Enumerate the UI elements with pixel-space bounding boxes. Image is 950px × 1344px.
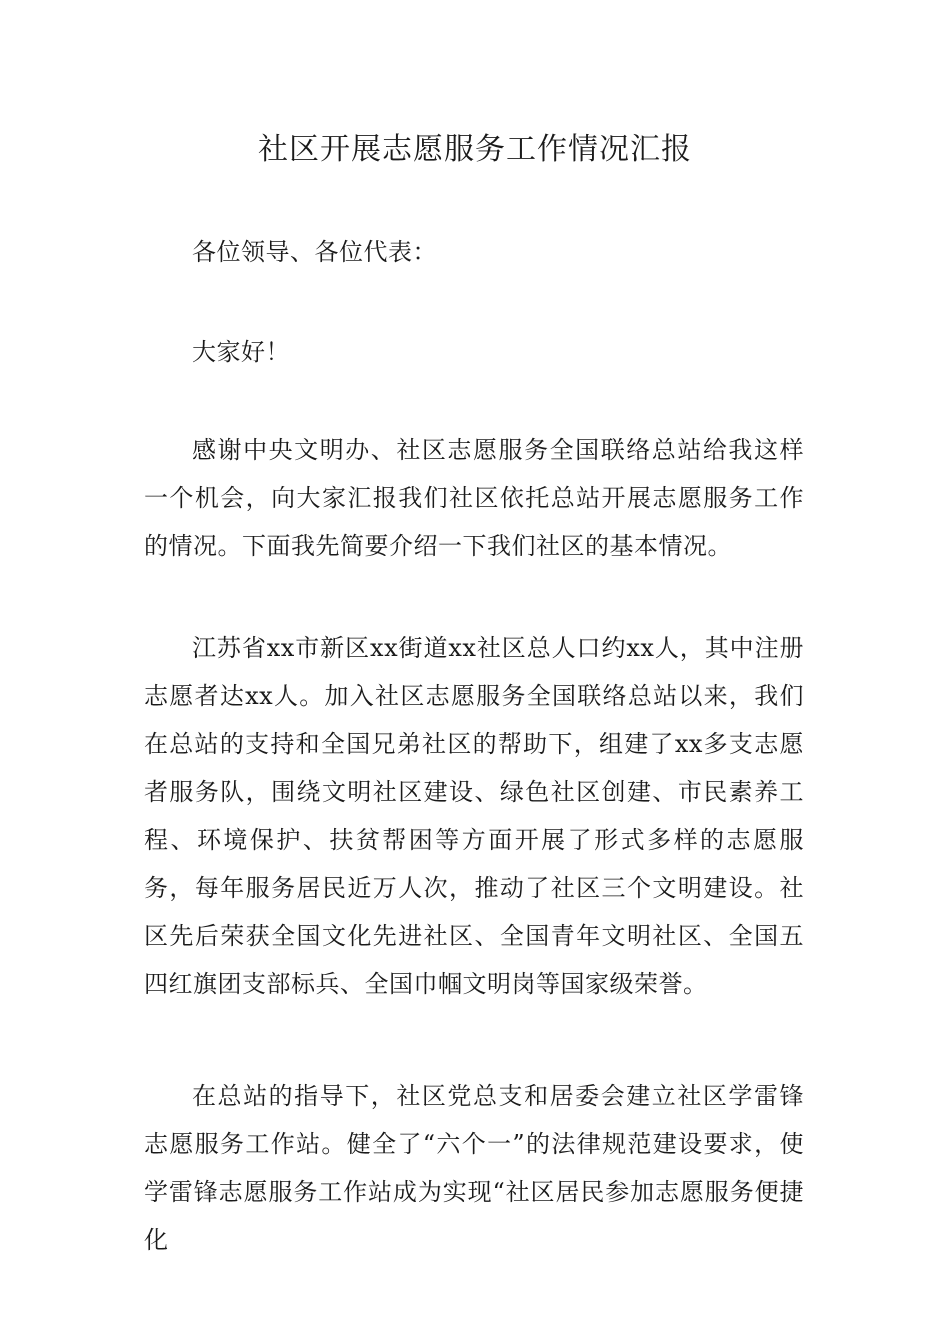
hello-paragraph: 大家好！: [192, 338, 290, 366]
document-title: 社区开展志愿服务工作情况汇报: [258, 132, 692, 167]
greeting-paragraph: 各位领导、各位代表：: [192, 238, 437, 266]
community-overview-paragraph: 江苏省xx市新区xx街道xx社区总人口约xx人，其中注册志愿者达xx人。加入社区志愿服务全国联络总站以来，我们在总站的支持和全国兄弟社区的帮助下，组建了xx多支志愿者服务队，围绕文明社区建设、绿色社区创建、市民素养工程、环境保护、扶贫帮困等方面开展了形式多样的志愿服务，每年服务居民近万人次，推动了社区三个文明建设。社区先后荣获全国文化先进社区、全国青年文明社区、全国五四红旗团支部标兵、全国巾帼文明岗等国家级荣誉。: [144, 634, 804, 998]
thanks-paragraph: 感谢中央文明办、社区志愿服务全国联络总站给我这样一个机会，向大家汇报我们社区依托总站开展志愿服务工作的情况。下面我先简要介绍一下我们社区的基本情况。: [144, 436, 804, 560]
guidance-paragraph: 在总站的指导下，社区党总支和居委会建立社区学雷锋志愿服务工作站。健全了“六个一”的法律规范建设要求，使学雷锋志愿服务工作站成为实现“社区居民参加志愿服务便捷化: [144, 1082, 804, 1254]
